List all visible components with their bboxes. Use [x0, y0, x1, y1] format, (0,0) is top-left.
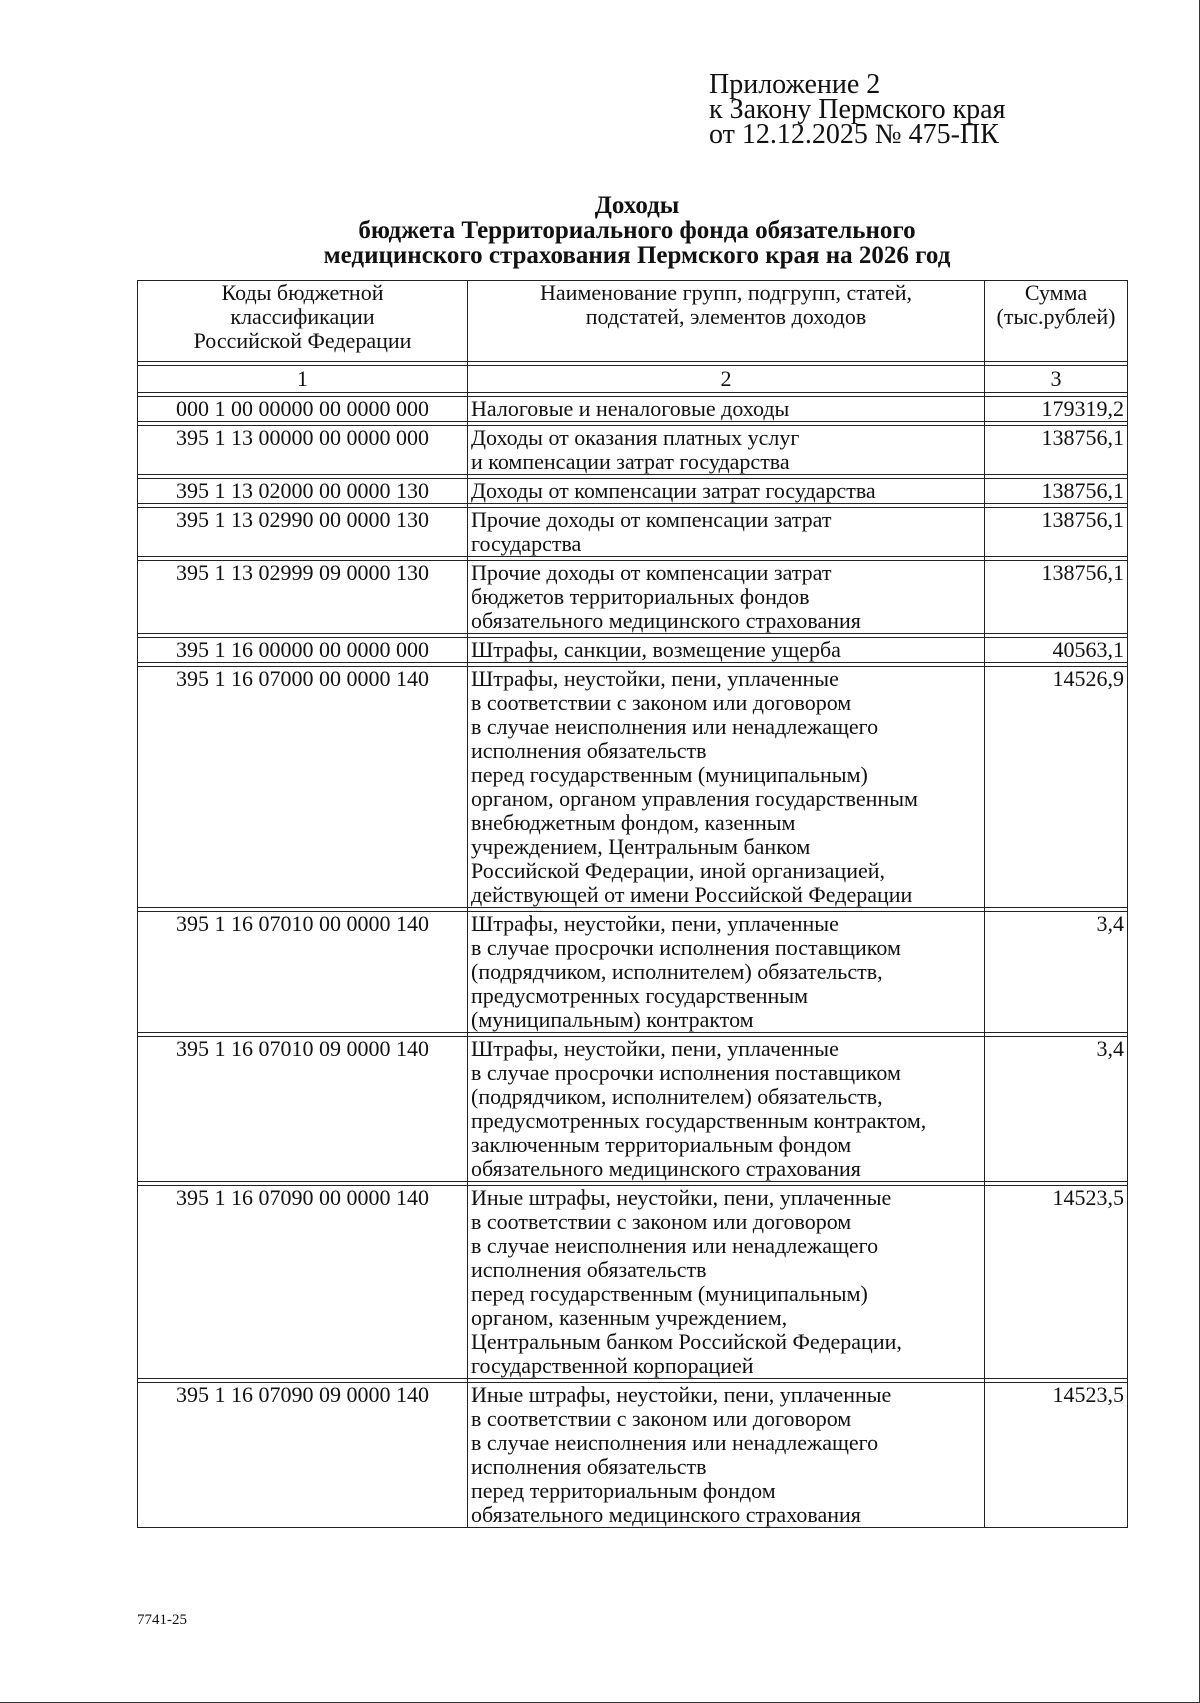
income-name: Штрафы, неустойки, пени, уплаченные в соответствии с законом или договором в случае неисполнения или ненадлежащего исполнения обязательств перед государственным (муниципальным) органом, органом управления государственным внебюджетным фондом, казенным учреждением, Центральным банком Российской Федерации, иной организацией, действующей от имени Российской Федерации	[468, 667, 985, 908]
table-row	[138, 1037, 1128, 1182]
income-name: Доходы от оказания платных услуг и компенсации затрат государства	[468, 426, 985, 475]
budget-code: 395 1 13 02999 09 0000 130	[138, 561, 468, 634]
income-sum: 138756,1	[985, 561, 1128, 634]
table-row	[138, 561, 1128, 634]
income-name: Иные штрафы, неустойки, пени, уплаченные в соответствии с законом или договором в случае неисполнения или ненадлежащего исполнения обязательств перед государственным (муниципальным) органом, казенным учреждением, Центральным банком Российской Федерации, государственной корпорацией	[468, 1186, 985, 1379]
title-line-3: медицинского страхования Пермского края на 2026 год	[323, 242, 951, 269]
table-row	[138, 912, 1128, 1033]
registration-number: 7741-25	[137, 1612, 187, 1628]
income-sum: 40563,1	[985, 638, 1128, 663]
table-row	[138, 667, 1128, 908]
title-line-2: бюджета Территориального фонда обязательного	[358, 217, 916, 244]
table-row	[138, 1383, 1128, 1528]
column-number-3: 3	[985, 366, 1128, 393]
income-table	[137, 280, 1128, 1528]
header-row	[138, 281, 1128, 362]
budget-code: 000 1 00 00000 00 0000 000	[138, 397, 468, 422]
income-sum: 138756,1	[985, 426, 1128, 475]
income-sum: 14523,5	[985, 1383, 1128, 1528]
income-sum: 179319,2	[985, 397, 1128, 422]
income-sum: 14523,5	[985, 1186, 1128, 1379]
budget-code: 395 1 16 07010 09 0000 140	[138, 1037, 468, 1182]
budget-code: 395 1 13 00000 00 0000 000	[138, 426, 468, 475]
budget-code: 395 1 13 02990 00 0000 130	[138, 508, 468, 557]
appendix-line-1: Приложение 2	[709, 69, 881, 100]
income-name: Прочие доходы от компенсации затрат государства	[468, 508, 985, 557]
income-sum: 138756,1	[985, 508, 1128, 557]
table-row	[138, 508, 1128, 557]
income-name: Штрафы, санкции, возмещение ущерба	[468, 638, 985, 663]
table-row	[138, 638, 1128, 663]
table-row	[138, 479, 1128, 504]
appendix-line-3: от 12.12.2025 № 475-ПК	[709, 119, 999, 150]
column-number-1: 1	[138, 366, 468, 393]
income-name: Доходы от компенсации затрат государства	[468, 479, 985, 504]
budget-code: 395 1 16 00000 00 0000 000	[138, 638, 468, 663]
income-sum: 138756,1	[985, 479, 1128, 504]
table-row	[138, 1186, 1128, 1379]
income-name: Штрафы, неустойки, пени, уплаченные в случае просрочки исполнения поставщиком (подрядчиком, исполнителем) обязательств, предусмотренных государственным контрактом, заключенным территориальным фондом обязательного медицинского страхования	[468, 1037, 985, 1182]
income-name: Прочие доходы от компенсации затрат бюджетов территориальных фондов обязательного медицинского страхования	[468, 561, 985, 634]
header-name: Наименование групп, подгрупп, статей, подстатей, элементов доходов	[468, 281, 985, 362]
header-sum: Сумма (тыс.рублей)	[985, 281, 1128, 362]
income-name: Штрафы, неустойки, пени, уплаченные в случае просрочки исполнения поставщиком (подрядчиком, исполнителем) обязательств, предусмотренных государственным (муниципальным) контрактом	[468, 912, 985, 1033]
budget-code: 395 1 13 02000 00 0000 130	[138, 479, 468, 504]
budget-code: 395 1 16 07010 00 0000 140	[138, 912, 468, 1033]
appendix-line-2: к Закону Пермского края	[709, 94, 1006, 125]
column-number-row	[138, 366, 1128, 393]
appendix-reference	[709, 69, 1006, 150]
income-name: Иные штрафы, неустойки, пени, уплаченные в соответствии с законом или договором в случае неисполнения или ненадлежащего исполнения обязательств перед территориальным фондом обязательного медицинского страхования	[468, 1383, 985, 1528]
income-sum: 3,4	[985, 912, 1128, 1033]
title-line-1: Доходы	[594, 192, 680, 219]
document-title	[137, 193, 1137, 268]
budget-code: 395 1 16 07000 00 0000 140	[138, 667, 468, 908]
income-name: Налоговые и неналоговые доходы	[468, 397, 985, 422]
budget-code: 395 1 16 07090 00 0000 140	[138, 1186, 468, 1379]
table-row	[138, 426, 1128, 475]
income-sum: 3,4	[985, 1037, 1128, 1182]
column-number-2: 2	[468, 366, 985, 393]
table-row	[138, 397, 1128, 422]
header-codes: Коды бюджетной классификации Российской Федерации	[138, 281, 468, 362]
income-rows	[138, 397, 1128, 1528]
budget-code: 395 1 16 07090 09 0000 140	[138, 1383, 468, 1528]
income-sum: 14526,9	[985, 667, 1128, 908]
